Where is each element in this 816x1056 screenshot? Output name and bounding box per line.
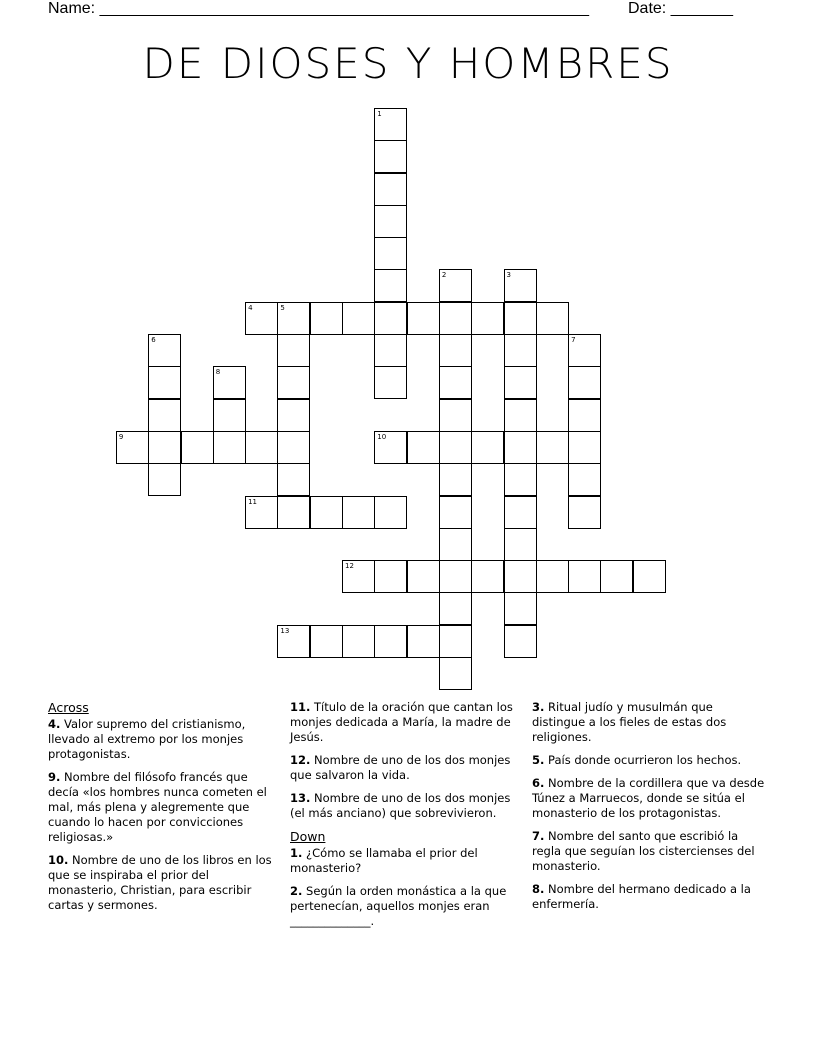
crossword-cell[interactable] bbox=[374, 625, 407, 658]
crossword-cell[interactable] bbox=[504, 431, 537, 464]
crossword-cell[interactable] bbox=[439, 528, 472, 561]
crossword-cell[interactable] bbox=[407, 560, 440, 593]
crossword-cell[interactable] bbox=[471, 560, 504, 593]
crossword-cell[interactable] bbox=[310, 302, 343, 335]
crossword-cell[interactable] bbox=[471, 302, 504, 335]
crossword-cell[interactable] bbox=[504, 366, 537, 399]
crossword-cell[interactable] bbox=[277, 399, 310, 432]
clue-across-11: 11. Título de la oración que cantan los monjes dedicada a María, la madre de Jesús. bbox=[290, 700, 513, 744]
clue-number: 3 bbox=[506, 271, 511, 280]
clue-number: 4 bbox=[248, 303, 253, 312]
date-field-label: Date: _______ bbox=[628, 0, 733, 17]
crossword-cell[interactable] bbox=[536, 302, 569, 335]
crossword-cell[interactable] bbox=[568, 399, 601, 432]
crossword-cell[interactable] bbox=[310, 496, 343, 529]
crossword-cell[interactable] bbox=[277, 366, 310, 399]
crossword-cell[interactable] bbox=[407, 302, 440, 335]
crossword-cell[interactable] bbox=[439, 560, 472, 593]
crossword-cell[interactable] bbox=[342, 560, 375, 593]
clue-number: 9 bbox=[118, 432, 124, 441]
crossword-cell[interactable] bbox=[536, 431, 569, 464]
crossword-cell[interactable] bbox=[213, 431, 246, 464]
crossword-cell[interactable] bbox=[181, 431, 214, 464]
crossword-cell[interactable] bbox=[439, 592, 472, 625]
crossword-cell[interactable] bbox=[568, 366, 601, 399]
crossword-cell[interactable] bbox=[245, 302, 278, 335]
crossword-cell[interactable] bbox=[568, 463, 601, 496]
crossword-cell[interactable] bbox=[310, 625, 343, 658]
crossword-cell[interactable] bbox=[504, 625, 537, 658]
clue-across-13: 13. Nombre de uno de los dos monjes (el más anciano) que sobrevivieron. bbox=[290, 791, 511, 820]
clue-down-2: 2. Según la orden monástica a la que pertenecían, aquellos monjes eran ______________. bbox=[290, 884, 507, 928]
crossword-cell[interactable] bbox=[504, 496, 537, 529]
clue-number: 1 bbox=[377, 109, 382, 118]
crossword-cell[interactable] bbox=[374, 496, 407, 529]
crossword-cell[interactable] bbox=[148, 366, 181, 399]
clue-down-1: 1. ¿Cómo se llamaba el prior del monasterio? bbox=[290, 846, 478, 875]
crossword-cell[interactable] bbox=[277, 334, 310, 367]
crossword-cell[interactable] bbox=[148, 399, 181, 432]
crossword-cell[interactable] bbox=[374, 269, 407, 302]
crossword-cell[interactable] bbox=[439, 302, 472, 335]
clues-column-2 bbox=[290, 700, 522, 937]
clue-number: 7 bbox=[571, 336, 576, 344]
clue-down-8: 8. Nombre del hermano dedicado a la enfermería. bbox=[532, 882, 751, 911]
clue-down-6: 6. Nombre de la cordillera que va desde Túnez a Marruecos, donde se sitúa el monasterio de los protagonistas. bbox=[532, 776, 765, 820]
crossword-cell[interactable] bbox=[504, 269, 537, 302]
crossword-cell[interactable] bbox=[439, 463, 472, 496]
crossword-cell[interactable] bbox=[633, 560, 666, 593]
crossword-cell[interactable] bbox=[116, 431, 149, 464]
clue-number: 12 bbox=[345, 562, 354, 571]
crossword-cell[interactable] bbox=[439, 366, 472, 399]
crossword-cell[interactable] bbox=[374, 205, 407, 238]
crossword-cell[interactable] bbox=[439, 625, 472, 658]
clue-number: 10 bbox=[377, 432, 387, 441]
crossword-cell[interactable] bbox=[504, 334, 537, 367]
crossword-cell[interactable] bbox=[504, 528, 537, 561]
crossword-cell[interactable] bbox=[568, 334, 601, 367]
clue-number: 11 bbox=[248, 497, 258, 506]
crossword-cell[interactable] bbox=[568, 496, 601, 529]
clue-number: 2 bbox=[441, 271, 447, 280]
crossword-cell[interactable] bbox=[407, 625, 440, 658]
crossword-cell[interactable] bbox=[407, 431, 440, 464]
crossword-cell[interactable] bbox=[504, 592, 537, 625]
crossword-cell[interactable] bbox=[245, 431, 278, 464]
crossword-cell[interactable] bbox=[504, 463, 537, 496]
crossword-cell[interactable] bbox=[374, 334, 407, 367]
crossword-cell[interactable] bbox=[277, 463, 310, 496]
crossword-cell[interactable] bbox=[374, 366, 407, 399]
clues-column-1 bbox=[48, 700, 280, 921]
crossword-cell[interactable] bbox=[342, 496, 375, 529]
crossword-cell[interactable] bbox=[277, 431, 310, 464]
crossword-cell[interactable] bbox=[213, 366, 246, 399]
clue-number: 13 bbox=[280, 626, 290, 635]
clue-across-10: 10. Nombre de uno de los libros en los que se inspiraba el prior del monasterio, Christian, para escribir cartas y sermones. bbox=[48, 853, 272, 912]
clues-column-3 bbox=[532, 700, 768, 920]
crossword-cell[interactable] bbox=[600, 560, 633, 593]
crossword-cell[interactable] bbox=[439, 657, 472, 690]
crossword-cell[interactable] bbox=[568, 560, 601, 593]
crossword-cell[interactable] bbox=[374, 302, 407, 335]
crossword-cell[interactable] bbox=[504, 399, 537, 432]
crossword-cell[interactable] bbox=[374, 108, 407, 141]
crossword-cell[interactable] bbox=[471, 431, 504, 464]
clue-across-9: 9. Nombre del filósofo francés que decía «los hombres nunca cometen el mal, más plena y alegremente que cuando lo hacen por convicciones religiosas.» bbox=[48, 770, 267, 844]
crossword-cell[interactable] bbox=[504, 560, 537, 593]
clue-number: 5 bbox=[280, 303, 285, 312]
clue-down-5: 5. País donde ocurrieron los hechos. bbox=[532, 753, 742, 767]
crossword-cell[interactable] bbox=[277, 496, 310, 529]
crossword-cell[interactable] bbox=[374, 237, 407, 270]
clue-down-3: 3. Ritual judío y musulmán que distingue a los fieles de estas dos religiones. bbox=[532, 700, 727, 744]
puzzle-title: DE DIOSES Y HOMBRES bbox=[142, 39, 674, 88]
clue-across-12: 12. Nombre de uno de los dos monjes que salvaron la vida. bbox=[290, 753, 511, 782]
crossword-cell[interactable] bbox=[439, 269, 472, 302]
crossword-cell[interactable] bbox=[148, 463, 181, 496]
crossword-cell[interactable] bbox=[374, 431, 407, 464]
crossword-cell[interactable] bbox=[536, 560, 569, 593]
crossword-cell[interactable] bbox=[439, 334, 472, 367]
crossword-cell[interactable] bbox=[342, 625, 375, 658]
crossword-cell[interactable] bbox=[504, 302, 537, 335]
clue-number: 8 bbox=[215, 368, 221, 377]
clue-down-7: 7. Nombre del santo que escribió la regla que seguían los cistercienses del monasterio. bbox=[532, 829, 755, 873]
name-field-label: Name: _______________________________________________________ bbox=[48, 0, 589, 17]
crossword-cell[interactable] bbox=[245, 496, 278, 529]
crossword-cell[interactable] bbox=[148, 334, 181, 367]
down-heading: Down bbox=[290, 829, 326, 844]
crossword-cell[interactable] bbox=[342, 302, 375, 335]
crossword-cell[interactable] bbox=[374, 140, 407, 173]
crossword-cell[interactable] bbox=[148, 431, 181, 464]
clue-number: 6 bbox=[151, 336, 156, 344]
crossword-cell[interactable] bbox=[277, 625, 310, 658]
crossword-cell[interactable] bbox=[439, 431, 472, 464]
crossword-cell[interactable] bbox=[374, 560, 407, 593]
clue-across-4: 4. Valor supremo del cristianismo, llevado al extremo por los monjes protagonistas. bbox=[48, 717, 246, 761]
crossword-cell[interactable] bbox=[439, 496, 472, 529]
across-heading: Across bbox=[48, 700, 89, 715]
crossword-cell[interactable] bbox=[277, 302, 310, 335]
crossword-cell[interactable] bbox=[439, 399, 472, 432]
crossword-cell[interactable] bbox=[213, 399, 246, 432]
crossword-cell[interactable] bbox=[374, 173, 407, 206]
crossword-cell[interactable] bbox=[568, 431, 601, 464]
